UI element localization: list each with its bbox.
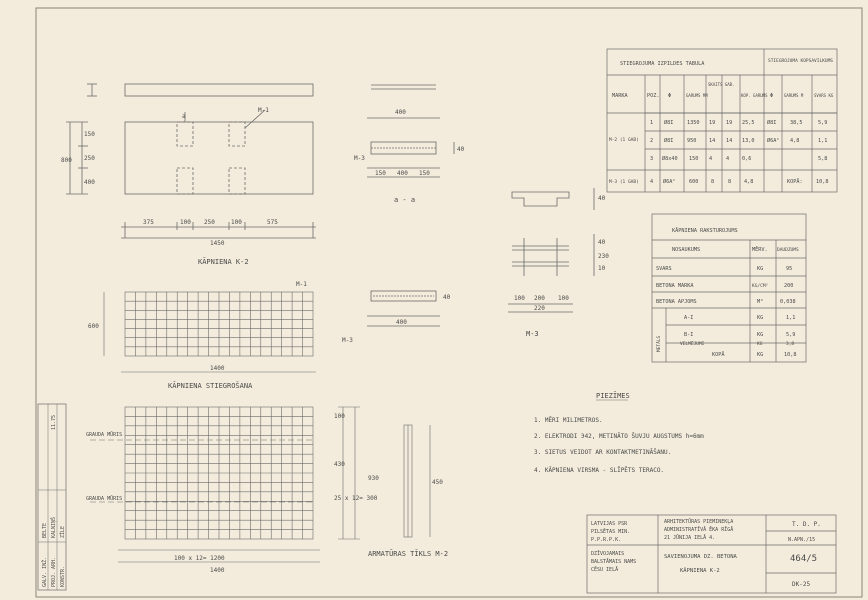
- m3-total: 220: [534, 305, 545, 312]
- cell: 38,5: [790, 120, 803, 126]
- plan-caption: KĀPNIENA K-2: [198, 258, 249, 266]
- steel-row: [650, 119, 827, 126]
- sec-seg-2: 400: [397, 170, 408, 177]
- cell: Ø6Aᴵ: [767, 138, 780, 144]
- note-3: 3. SIETUS VEIDOT AR KONTAKTMETINĀŠANU.: [534, 449, 672, 456]
- h-len2: GARUMS M: [784, 93, 804, 98]
- dim-seg-4: 100: [231, 219, 242, 226]
- m2-h-total: 930: [368, 475, 379, 482]
- m3-h-3: 40: [598, 239, 606, 246]
- stamp-name: KALNIŅŠ: [51, 516, 57, 538]
- mat-name: KOPĀ: [712, 352, 725, 358]
- cell: Ø8I: [767, 120, 777, 126]
- approval-stamp: [38, 404, 66, 590]
- cell: 4: [726, 156, 730, 162]
- steel-row: [609, 178, 829, 185]
- tb-number: 464/5: [790, 554, 818, 564]
- mesh-sec-mark: M-3: [342, 337, 353, 344]
- tb-project: 21 JŪNIJA IELĀ 4.: [664, 535, 716, 541]
- cell: Ø8I: [664, 120, 674, 126]
- mat-col-unit: MĒRV.: [752, 247, 768, 253]
- section-aa-caption: a - a: [394, 196, 416, 204]
- mesh-mark: M-1: [296, 281, 307, 288]
- mat-qty: 200: [784, 283, 794, 289]
- mat-unit: KG: [757, 332, 764, 338]
- mat-group: METĀLS: [657, 335, 662, 352]
- cell: KOPĀ:: [787, 179, 803, 185]
- m2-h-3: 25 x 12= 300: [334, 495, 378, 502]
- mat-col-qty: DAUDZUMS: [777, 248, 799, 253]
- frame-left-2: GRAUDA MŪRIS: [86, 496, 123, 502]
- tb-drawing-title: SAVIENOJUMA DZ. BETONA: [664, 554, 737, 560]
- notes-title: PIEZĪMES: [596, 392, 630, 400]
- stamp-name: ZĪLE: [60, 525, 66, 538]
- m3-detail-text: [514, 195, 609, 338]
- cell: 950: [687, 138, 697, 144]
- steel-right-title: STIEGROJUMA KOPSAVILKUMS: [768, 59, 834, 64]
- stamp-role: KONSTR.: [60, 565, 66, 587]
- mesh-view: [104, 292, 316, 372]
- m3-h-1: 40: [598, 195, 606, 202]
- cell: 8: [711, 179, 715, 185]
- mat-qty: 3,8: [786, 342, 795, 347]
- sec-top-dim: 400: [395, 109, 406, 116]
- mat-unit: KG: [757, 342, 763, 347]
- stamp-date: 11.75: [51, 414, 57, 430]
- cell: 3: [650, 156, 654, 162]
- mat-name: BETONA MARKA: [656, 283, 694, 289]
- steel-table-text: [609, 58, 834, 185]
- stamp-name: BELTE: [42, 522, 48, 538]
- m2-h-1: 100: [334, 413, 345, 420]
- mat-name: VELMĒJUMI: [680, 342, 705, 347]
- dim-seg-5: 575: [267, 219, 278, 226]
- tb-project: ADMINISTRATĪVĀ ĒKA RĪGĀ: [664, 527, 734, 533]
- h-marka: MARKA: [612, 93, 628, 99]
- cell: 2: [650, 138, 654, 144]
- mat-unit: KG: [757, 315, 764, 321]
- stamp-role: GALV. INŽ.: [42, 556, 48, 587]
- cell: 13,0: [742, 138, 755, 144]
- mat-qty: 1,1: [786, 315, 796, 321]
- h-cnt: SKAITS GAB.: [708, 82, 735, 87]
- mat-qty: 95: [786, 266, 793, 272]
- mat-unit: M³: [757, 299, 764, 305]
- dim-seg-3: 250: [204, 219, 215, 226]
- mat-unit: KG/CM²: [752, 284, 769, 289]
- mat-qty: 0,038: [780, 299, 796, 305]
- cell: M-3 (1 GAB): [609, 180, 639, 185]
- cell: 14: [709, 138, 716, 144]
- cell: 8: [728, 179, 732, 185]
- steel-title: STIEGROJUMA IZPILDES TABULA: [620, 61, 705, 67]
- mesh-w: 1400: [210, 365, 225, 372]
- m3-detail: [508, 188, 594, 312]
- cell: 4,8: [744, 179, 754, 185]
- tb-obj: BALSTĀMAIS NAMS: [591, 559, 637, 565]
- tb-code: N.APN./15: [788, 537, 816, 543]
- h-len: GARUMS MM: [686, 93, 708, 98]
- notes: [534, 391, 704, 474]
- cell: 0,6: [742, 156, 752, 162]
- sec-seg-3: 150: [419, 170, 430, 177]
- dim-side-1: 150: [84, 131, 95, 138]
- h-wt: SVARS KG: [814, 93, 834, 98]
- mesh-sec-w: 400: [396, 319, 407, 326]
- cell: 1350: [687, 120, 700, 126]
- section-mark-a: a: [182, 113, 186, 120]
- mesh-m2: [90, 407, 430, 562]
- dim-side-total: 800: [61, 157, 72, 164]
- cell: 19: [709, 120, 716, 126]
- cell: 1,1: [818, 138, 828, 144]
- m3-w-2: 200: [534, 295, 545, 302]
- h-d2: Φ: [770, 93, 774, 99]
- cell: Ø8x40: [662, 156, 678, 162]
- dim-side-2: 250: [84, 155, 95, 162]
- tb-sheet: DK-25: [792, 581, 811, 588]
- dim-side-3: 400: [84, 179, 95, 186]
- h-d: Φ: [668, 93, 672, 99]
- cell: 5,8: [818, 156, 828, 162]
- mat-name: A-I: [684, 315, 694, 321]
- mat-col-name: NOSAUKUMS: [672, 247, 701, 253]
- tb-org: P.P.R.P.K.: [591, 537, 622, 543]
- cell: 600: [689, 179, 699, 185]
- sec-seg-1: 150: [375, 170, 386, 177]
- mark-m3-sec: M-3: [354, 155, 365, 162]
- m2-w: 1400: [210, 567, 225, 574]
- mesh-caption: KĀPNIENA STIEGROŠANA: [168, 382, 253, 390]
- mat-title: KĀPNIENA RAKSTUROJUMS: [672, 228, 738, 234]
- mat-qty: 5,9: [786, 332, 796, 338]
- cell: 4: [709, 156, 713, 162]
- mat-name: BETONA APJOMS: [656, 299, 697, 305]
- cell: 1: [650, 120, 654, 126]
- section-aa: [367, 85, 454, 177]
- plan-view: [66, 84, 316, 238]
- tb-project: ARHITEKTŪRAS PIEMINEKĻA: [664, 519, 734, 525]
- mesh-view-text: [88, 281, 307, 390]
- material-table-text: [655, 227, 799, 358]
- tb-org: LATVIJAS PSR: [591, 521, 628, 527]
- m3-w-3: 100: [558, 295, 569, 302]
- cell: 19: [726, 120, 733, 126]
- steel-row: [650, 155, 827, 162]
- tb-obj: DZĪVOJAMAIS: [591, 551, 625, 557]
- mat-name: B-I: [684, 332, 694, 338]
- m3-h-4: 10: [598, 265, 606, 272]
- m2-caption: ARMATŪRAS TĪKLS M-2: [368, 550, 449, 558]
- tb-drawing-title: KĀPNIENA K-2: [680, 568, 720, 574]
- cell: 150: [689, 156, 699, 162]
- cell: Ø8I: [664, 138, 674, 144]
- h-tot: KOP. GARUMS: [741, 93, 768, 98]
- mat-unit: KG: [757, 352, 764, 358]
- mesh-section-text: [342, 294, 451, 344]
- dim-seg-1: 375: [143, 219, 154, 226]
- mat-name: SVARS: [656, 266, 672, 272]
- m2-h-2: 430: [334, 461, 345, 468]
- note-4: 4. KĀPNIENA VIRSMA - SLĪPĒTS TERACO.: [534, 467, 665, 474]
- note-2: 2. ELEKTRODI Э42, METINĀTO ŠUVJU AUGSTUMS h=6mm: [534, 433, 704, 440]
- mark-m1-plan: M-1: [258, 107, 269, 114]
- cell: 4,8: [790, 138, 800, 144]
- mesh-h: 600: [88, 323, 99, 330]
- m3-h-2: 230: [598, 253, 609, 260]
- dim-top-w: 1450: [210, 240, 225, 247]
- cell: Ø6Aᴵ: [663, 179, 676, 185]
- bar-h: 450: [432, 479, 443, 486]
- section-aa-text: [354, 109, 465, 204]
- stamp-role: PROJ. ARH.: [51, 556, 57, 587]
- mat-unit: KG: [757, 266, 764, 272]
- plan-view-text: [61, 107, 278, 266]
- cell: 10,8: [816, 179, 829, 185]
- tb-obj: CĒSU IELĀ: [591, 567, 619, 573]
- cell: M-2 (1 GAB): [609, 138, 639, 143]
- m3-w-1: 100: [514, 295, 525, 302]
- note-1: 1. MĒRI MILIMETROS.: [534, 417, 603, 424]
- m2-seg: 100 x 12= 1200: [174, 555, 225, 562]
- frame-left-1: GRAUDA MŪRIS: [86, 432, 123, 438]
- dim-seg-2: 100: [180, 219, 191, 226]
- tb-stage: T. D. P.: [792, 521, 821, 528]
- steel-table: [607, 49, 837, 192]
- mat-qty: 10,8: [784, 352, 797, 358]
- cell: 25,5: [742, 120, 755, 126]
- steel-row: [609, 137, 827, 144]
- sec-h: 40: [457, 146, 465, 153]
- cell: 5,9: [818, 120, 828, 126]
- m3-caption: M-3: [526, 330, 539, 338]
- h-poz: POZ.: [647, 93, 660, 99]
- tb-org: PILSĒTAS MIN.: [591, 529, 631, 535]
- title-block-text: [591, 518, 821, 588]
- cell: 14: [726, 138, 733, 144]
- mesh-sec-h: 40: [443, 294, 451, 301]
- cell: 4: [650, 179, 654, 185]
